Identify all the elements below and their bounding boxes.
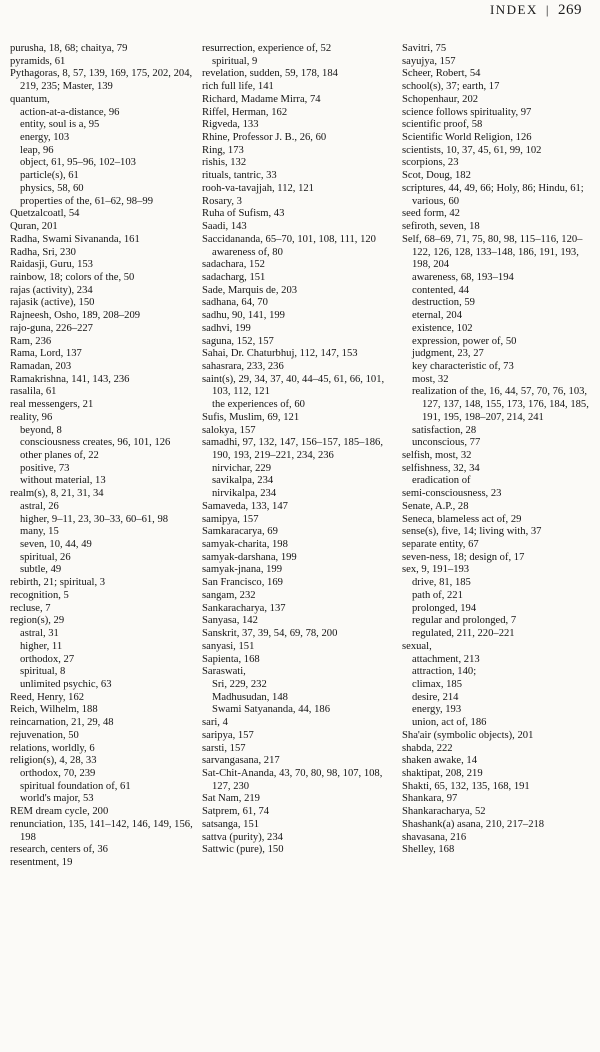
index-subentry: spiritual, 26: [20, 551, 71, 563]
index-subentry: many, 15: [20, 526, 59, 538]
index-entry: Sanyasa, 142: [202, 615, 258, 627]
index-entry: revelation, sudden, 59, 178, 184: [202, 68, 338, 80]
index-subentry: spiritual foundation of, 61: [20, 780, 131, 792]
index-entry: Ram, 236: [10, 335, 52, 347]
index-subentry: prolonged, 194: [412, 602, 477, 614]
index-subentry: satisfaction, 28: [412, 424, 477, 436]
index-entry: Shakti, 65, 132, 135, 168, 191: [402, 780, 530, 792]
index-entry: REM dream cycle, 200: [10, 806, 109, 818]
index-subentry: desire, 214: [412, 691, 459, 703]
index-entry: Sapienta, 168: [202, 653, 260, 665]
index-entry: sarvangasana, 217: [202, 755, 280, 767]
index-entry: shaken awake, 14: [402, 755, 478, 767]
index-subentry: expression, power of, 50: [412, 335, 517, 347]
index-entry: samyak-darshana, 199: [202, 551, 297, 563]
index-entry: rebirth, 21; spiritual, 3: [10, 577, 106, 589]
index-subentry: consciousness creates, 96, 101, 126: [20, 437, 171, 449]
index-entry: real messengers, 21: [10, 399, 94, 411]
index-entry: shavasana, 216: [402, 831, 467, 843]
index-entry: rituals, tantric, 33: [202, 170, 277, 182]
index-entry: renunciation, 135, 141–142, 146, 149, 156, 198: [10, 818, 193, 843]
index-subentry: Swami Satyananda, 44, 186: [212, 704, 330, 716]
index-entry: quantum,: [10, 93, 50, 105]
index-entry: sattva (purity), 234: [202, 831, 283, 843]
index-entry: samyak-charita, 198: [202, 539, 288, 551]
index-subentry: beyond, 8: [20, 424, 62, 436]
index-entry: religion(s), 4, 28, 33: [10, 755, 97, 767]
index-subentry: astral, 26: [20, 500, 59, 512]
index-entry: Rajneesh, Osho, 189, 208–209: [10, 310, 141, 322]
index-entry: Riffel, Herman, 162: [202, 106, 288, 118]
index-entry: sangam, 232: [202, 589, 256, 601]
index-entry: salokya, 157: [202, 424, 256, 436]
index-entry: Richard, Madame Mirra, 74: [202, 93, 321, 105]
index-entry: Sat-Chit-Ananda, 43, 70, 80, 98, 107, 108, 127, 230: [202, 767, 383, 792]
index-entry: semi-consciousness, 23: [402, 488, 502, 500]
index-subentry: awareness, 68, 193–194: [412, 271, 514, 283]
index-entry: rejuvenation, 50: [10, 729, 79, 741]
index-entry: Savitri, 75: [402, 43, 447, 54]
index-subentry: realization of the, 16, 44, 57, 70, 76, 103, 127, 137, 148, 155, 173, 176, 184, 185, 191, 195, 198–207, 214, 241: [412, 386, 589, 423]
index-subentry: eradication of: [412, 475, 471, 487]
index-subentry: nirvichar, 229: [212, 462, 271, 474]
index-column-right: [402, 43, 597, 857]
index-subentry: orthodox, 70, 239: [20, 767, 96, 779]
index-entry: Scot, Doug, 182: [402, 170, 471, 182]
index-subentry: attraction, 140;: [412, 666, 477, 678]
index-entry: shaktipat, 208, 219: [402, 767, 483, 779]
index-entry: Scientific World Religion, 126: [402, 132, 532, 144]
index-subentry: spiritual, 9: [212, 55, 258, 67]
index-entry: science follows spirituality, 97: [402, 106, 532, 118]
index-entry: scorpions, 23: [402, 157, 459, 169]
index-entry: saguna, 152, 157: [202, 335, 274, 347]
index-entry: satsanga, 151: [202, 818, 260, 830]
index-subentry: existence, 102: [412, 322, 473, 334]
index-subentry: seven, 10, 44, 49: [20, 539, 92, 551]
index-entry: saripya, 157: [202, 729, 254, 741]
index-entry: school(s), 37; earth, 17: [402, 81, 500, 93]
index-entry: San Francisco, 169: [202, 577, 283, 589]
index-entry: sexual,: [402, 640, 432, 652]
index-entry: purusha, 18, 68; chaitya, 79: [10, 43, 128, 54]
index-entry: Saraswati,: [202, 666, 246, 678]
index-entry: Quetzalcoatl, 54: [10, 208, 80, 220]
index-subentry: savikalpa, 234: [212, 475, 274, 487]
index-subentry: action-at-a-distance, 96: [20, 106, 120, 118]
index-subentry: spiritual, 8: [20, 666, 66, 678]
index-entry: sadhu, 90, 141, 199: [202, 310, 285, 322]
index-entry: recluse, 7: [10, 602, 51, 614]
index-entry: research, centers of, 36: [10, 844, 108, 856]
index-entry: Rhine, Professor J. B., 26, 60: [202, 132, 327, 144]
index-entry: pyramids, 61: [10, 55, 66, 67]
index-entry: samipya, 157: [202, 513, 259, 525]
index-entry: Sufis, Muslim, 69, 121: [202, 411, 300, 423]
index-entry: sex, 9, 191–193: [402, 564, 470, 576]
index-column-middle: [202, 43, 397, 857]
index-entry: shabda, 222: [402, 742, 453, 754]
index-entry: Rigveda, 133: [202, 119, 259, 131]
index-entry: samyak-jnana, 199: [202, 564, 283, 576]
page-header: [490, 2, 582, 19]
index-entry: sadachara, 152: [202, 259, 265, 271]
index-entry: reality, 96: [10, 411, 53, 423]
index-entry: Self, 68–69, 71, 75, 80, 98, 115–116, 120–122, 126, 128, 133–148, 186, 191, 193, 198, 204: [402, 233, 583, 271]
index-entry: scientists, 10, 37, 45, 61, 99, 102: [402, 144, 542, 156]
index-entry: scriptures, 44, 49, 66; Holy, 86; Hindu, 61; various, 60: [402, 182, 584, 207]
index-entry: rishis, 132: [202, 157, 247, 169]
index-subentry: positive, 73: [20, 462, 70, 474]
index-entry: recognition, 5: [10, 589, 69, 601]
index-entry: rajo-guna, 226–227: [10, 322, 93, 334]
index-subentry: energy, 193: [412, 704, 462, 716]
index-entry: sayujya, 157: [402, 55, 456, 67]
index-entry: Reich, Wilhelm, 188: [10, 704, 98, 716]
index-entry: realm(s), 8, 21, 31, 34: [10, 488, 104, 500]
index-subentry: awareness of, 80: [212, 246, 283, 258]
index-subentry: properties of the, 61–62, 98–99: [20, 195, 153, 207]
index-entry: Rama, Lord, 137: [10, 348, 82, 360]
index-subentry: orthodox, 27: [20, 653, 75, 665]
index-column-left: [10, 43, 195, 870]
index-subentry: climax, 185: [412, 678, 463, 690]
index-entry: Ring, 173: [202, 144, 244, 156]
index-entry: sahasrara, 233, 236: [202, 360, 284, 372]
index-entry: Senate, A.P., 28: [402, 500, 469, 512]
index-entry: rich full life, 141: [202, 81, 274, 93]
index-entry: Radha, Sri, 230: [10, 246, 76, 258]
index-entry: Samkaracarya, 69: [202, 526, 278, 538]
index-entry: scientific proof, 58: [402, 119, 483, 131]
index-subentry: other planes of, 22: [20, 450, 99, 461]
index-subentry: object, 61, 95–96, 102–103: [20, 157, 136, 169]
index-subentry: higher, 11: [20, 640, 63, 652]
index-entry: Quran, 201: [10, 221, 58, 233]
index-subentry: regulated, 211, 220–221: [412, 628, 515, 640]
index-entry: seven-ness, 18; design of, 17: [402, 551, 525, 563]
index-entry: reincarnation, 21, 29, 48: [10, 717, 114, 729]
index-entry: Sha'air (symbolic objects), 201: [402, 729, 534, 741]
index-subentry: without material, 13: [20, 475, 106, 487]
index-entry: sari, 4: [202, 717, 228, 729]
index-entry: sadhvi, 199: [202, 322, 251, 334]
index-entry: Radha, Swami Sivananda, 161: [10, 233, 140, 245]
index-entry: Rosary, 3: [202, 195, 242, 207]
index-subentry: energy, 103: [20, 132, 70, 144]
index-entry: sarsti, 157: [202, 742, 246, 754]
index-subentry: destruction, 59: [412, 297, 475, 309]
index-entry: Sankaracharya, 137: [202, 602, 286, 614]
index-subentry: unconscious, 77: [412, 437, 481, 449]
index-entry: sanyasi, 151: [202, 640, 255, 652]
index-entry: separate entity, 67: [402, 539, 479, 551]
index-entry: region(s), 29: [10, 615, 65, 627]
running-title: INDEX: [489, 2, 538, 17]
index-entry: Reed, Henry, 162: [10, 691, 85, 703]
index-entry: Sanskrit, 37, 39, 54, 69, 78, 200: [202, 628, 338, 640]
index-entry: Saadi, 143: [202, 221, 247, 233]
index-subentry: unlimited psychic, 63: [20, 678, 112, 690]
index-subentry: regular and prolonged, 7: [412, 615, 517, 627]
index-entry: rainbow, 18; colors of the, 50: [10, 271, 135, 283]
index-subentry: leap, 96: [20, 144, 54, 156]
index-entry: resentment, 19: [10, 857, 73, 868]
index-subentry: attachment, 213: [412, 653, 480, 665]
index-subentry: particle(s), 61: [20, 170, 79, 182]
index-subentry: higher, 9–11, 23, 30–33, 60–61, 98: [20, 513, 169, 525]
index-subentry: subtle, 49: [20, 564, 62, 576]
index-entry: sefiroth, seven, 18: [402, 221, 480, 233]
index-subentry: astral, 31: [20, 628, 59, 640]
index-subentry: entity, soul is a, 95: [20, 119, 100, 131]
index-subentry: most, 32: [412, 373, 449, 385]
index-entry: Schopenhaur, 202: [402, 93, 479, 105]
index-subentry: the experiences of, 60: [212, 399, 305, 411]
index-entry: Saccidananda, 65–70, 101, 108, 111, 120: [202, 233, 376, 245]
index-entry: sadacharg, 151: [202, 271, 266, 283]
index-entry: Ruha of Sufism, 43: [202, 208, 285, 220]
index-entry: samadhi, 97, 132, 147, 156–157, 185–186, 190, 193, 219–221, 234, 236: [202, 437, 383, 461]
index-subentry: key characteristic of, 73: [412, 360, 514, 372]
index-entry: Satprem, 61, 74: [202, 806, 270, 818]
header-separator: |: [545, 2, 550, 17]
index-entry: Ramadan, 203: [10, 360, 72, 372]
index-subentry: world's major, 53: [20, 793, 94, 805]
index-subentry: drive, 81, 185: [412, 577, 471, 589]
index-entry: Sahai, Dr. Chaturbhuj, 112, 147, 153: [202, 348, 358, 360]
index-subentry: physics, 58, 60: [20, 182, 84, 194]
index-entry: selfishness, 32, 34: [402, 462, 480, 474]
index-entry: Scheer, Robert, 54: [402, 68, 481, 80]
index-entry: Samaveda, 133, 147: [202, 500, 288, 512]
index-entry: Shelley, 168: [402, 844, 455, 856]
page-number: 269: [558, 2, 582, 18]
index-entry: rajas (activity), 234: [10, 284, 93, 296]
index-entry: sadhana, 64, 70: [202, 297, 268, 309]
index-subentry: path of, 221: [412, 589, 463, 601]
index-subentry: contented, 44: [412, 284, 470, 296]
index-entry: saint(s), 29, 34, 37, 40, 44–45, 61, 66, 101, 103, 112, 121: [202, 373, 385, 398]
index-entry: Sat Nam, 219: [202, 793, 260, 805]
index-entry: resurrection, experience of, 52: [202, 43, 332, 54]
index-entry: Shankaracharya, 52: [402, 806, 486, 818]
index-subentry: judgment, 23, 27: [412, 348, 484, 360]
index-entry: Shashank(a) asana, 210, 217–218: [402, 818, 545, 830]
index-entry: rasalila, 61: [10, 386, 57, 398]
index-entry: Raidasji, Guru, 153: [10, 259, 93, 271]
index-subentry: nirvikalpa, 234: [212, 488, 277, 500]
index-entry: rajasik (active), 150: [10, 297, 95, 309]
index-subentry: eternal, 204: [412, 310, 463, 322]
index-entry: Sade, Marquis de, 203: [202, 284, 298, 296]
index-entry: Seneca, blameless act of, 29: [402, 513, 522, 525]
index-subentry: Sri, 229, 232: [212, 678, 267, 690]
index-entry: sense(s), five, 14; living with, 37: [402, 526, 542, 538]
index-entry: rooh-va-tavajjah, 112, 121: [202, 182, 314, 194]
index-entry: seed form, 42: [402, 208, 460, 220]
index-entry: Pythagoras, 8, 57, 139, 169, 175, 202, 204, 219, 235; Master, 139: [10, 68, 193, 93]
index-entry: Sattwic (pure), 150: [202, 844, 284, 856]
index-entry: Ramakrishna, 141, 143, 236: [10, 373, 130, 385]
index-subentry: union, act of, 186: [412, 717, 487, 729]
index-entry: selfish, most, 32: [402, 450, 472, 461]
index-entry: Shankara, 97: [402, 793, 458, 805]
index-entry: relations, worldly, 6: [10, 742, 95, 754]
index-subentry: Madhusudan, 148: [212, 691, 288, 703]
